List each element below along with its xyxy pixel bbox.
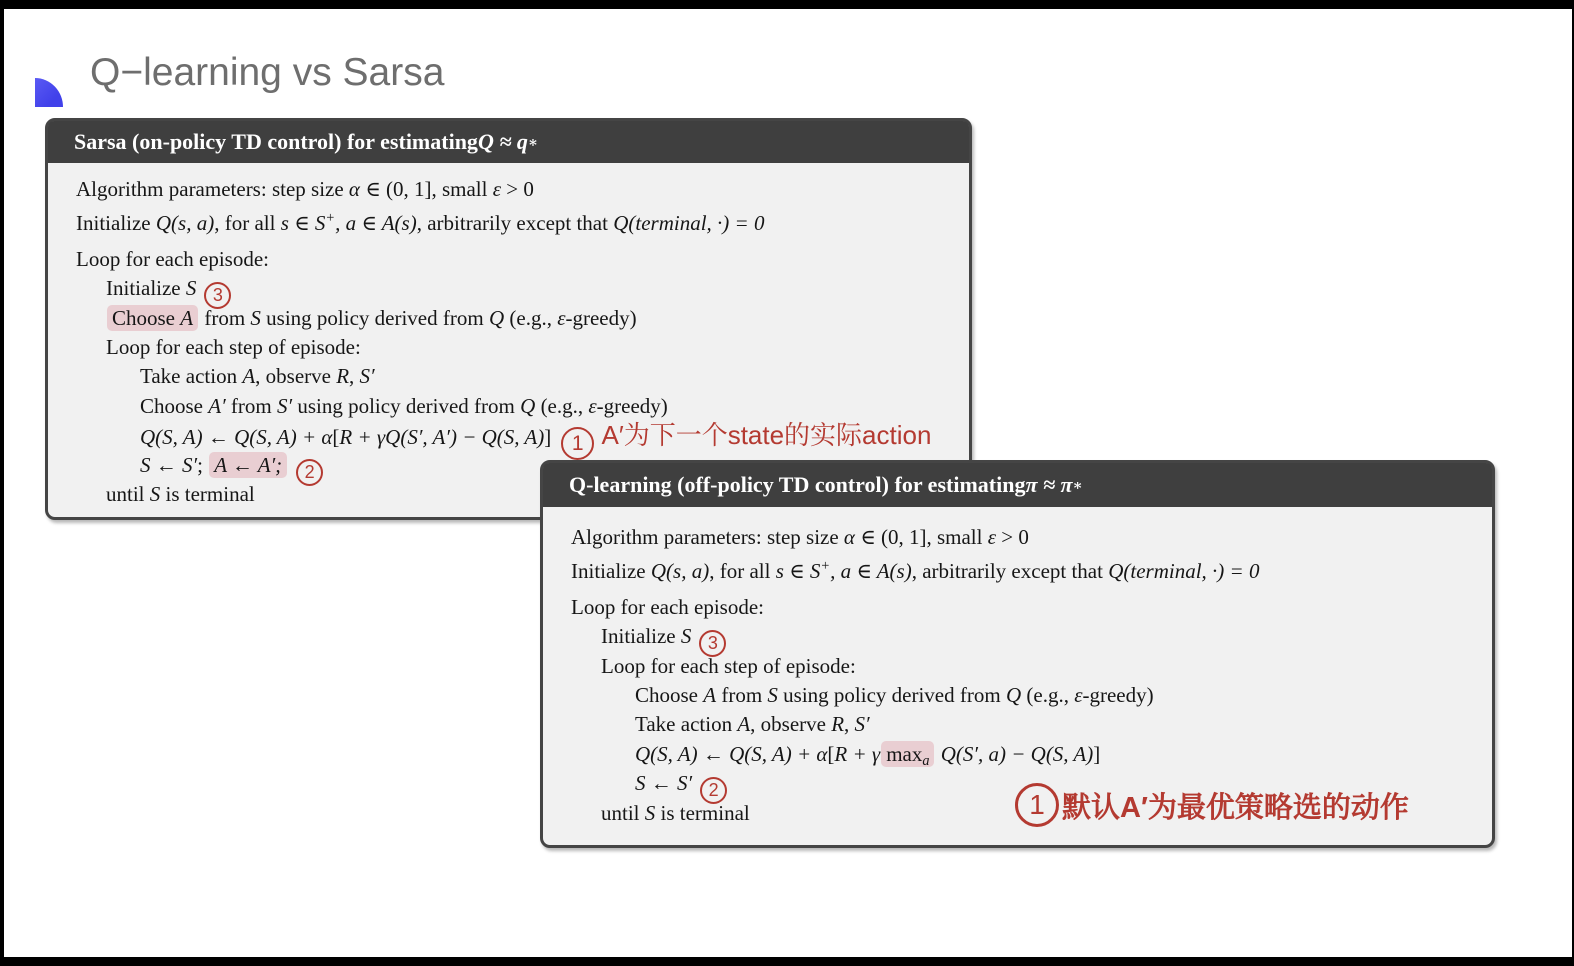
text-segment: A′为下一个state的实际action <box>594 420 932 451</box>
text-segment: ∗ <box>527 134 539 151</box>
text-segment: , observe <box>750 712 832 737</box>
text-segment: α <box>348 177 360 201</box>
blue-quarter-circle-decoration <box>35 78 63 107</box>
text-segment: ∈ (0, 1], small <box>854 525 988 549</box>
text-segment: Q(s, a) <box>155 211 215 236</box>
text-segment: , <box>844 712 855 737</box>
algorithm-line <box>543 740 1492 769</box>
text-segment: > 0 <box>996 525 1029 549</box>
text-segment: Q(s, a) <box>650 559 710 584</box>
algorithm-line <box>543 681 1492 710</box>
text-segment: -greedy) <box>1082 682 1154 707</box>
text-segment: Q(S, A) ← Q(S, A) + α <box>635 741 828 766</box>
text-segment: A <box>703 682 717 707</box>
text-segment: S ← S′ <box>140 452 198 477</box>
text-segment: Initialize <box>76 211 156 236</box>
qlearning-algorithm-box <box>540 460 1495 848</box>
text-segment: -greedy) <box>596 393 668 418</box>
text-segment: max <box>886 741 923 766</box>
text-segment: from <box>716 682 768 707</box>
text-segment: Take action <box>635 712 738 737</box>
text-segment: Q(S′, a) − Q(S, A) <box>935 741 1094 766</box>
text-segment: ε <box>492 177 502 201</box>
text-segment: α <box>843 525 855 549</box>
algorithm-line <box>48 333 969 362</box>
text-segment: A <box>242 364 256 389</box>
text-segment: ] <box>1093 741 1101 766</box>
qlearning-annotation-text: 默认A′为最优策略选的动作 <box>1062 791 1409 824</box>
text-segment: using policy derived from <box>260 305 489 330</box>
text-segment: , for all <box>709 559 776 584</box>
text-segment: S <box>149 481 161 506</box>
text-segment: π ≈ π <box>1025 472 1073 497</box>
text-segment: [ <box>332 425 340 450</box>
highlighted-text <box>881 741 934 767</box>
text-segment: Initialize <box>106 276 186 301</box>
algorithm-line <box>543 523 1492 552</box>
algorithm-line <box>543 652 1492 681</box>
text-segment: A <box>737 712 751 737</box>
text-segment: Q <box>520 393 536 418</box>
text-segment: ε <box>588 393 597 418</box>
text-segment: Q(terminal, ·) = 0 <box>1108 559 1260 584</box>
algorithm-line <box>48 274 969 306</box>
highlighted-text <box>107 305 198 331</box>
text-segment: > 0 <box>501 177 534 201</box>
qlearning-box-body <box>543 507 1492 828</box>
text-segment: Initialize <box>571 559 651 584</box>
algorithm-line <box>48 204 969 236</box>
text-segment: until <box>601 800 645 825</box>
text-segment: , arbitrarily except that <box>416 211 614 236</box>
page-title: Q−learning vs Sarsa <box>90 51 445 94</box>
sarsa-box-header <box>48 121 969 163</box>
text-segment: Q(terminal, ·) = 0 <box>613 211 765 236</box>
text-segment: ε <box>1074 682 1083 707</box>
text-segment: Algorithm parameters: step size <box>571 525 844 549</box>
text-segment: ∈ (0, 1], small <box>359 177 493 201</box>
text-segment: Algorithm parameters: step size <box>76 177 349 201</box>
text-segment: Q(S, A) ← Q(S, A) + α <box>140 425 333 450</box>
algorithm-line <box>48 175 969 204</box>
qlearning-annotation <box>1015 783 1409 827</box>
text-segment: a <box>922 752 930 769</box>
text-segment: until <box>106 481 150 506</box>
text-segment: + <box>820 558 831 575</box>
text-segment: A′ <box>208 393 226 418</box>
text-segment: S ← S′ <box>635 771 693 796</box>
text-segment: Sarsa (on-policy TD control) for estimating <box>74 129 478 154</box>
text-segment: s ∈ S <box>775 559 821 584</box>
circled-number: 2 <box>296 459 323 486</box>
circled-number: 2 <box>700 777 727 804</box>
text-segment: ε <box>987 525 997 549</box>
text-segment: Q <box>1005 682 1022 707</box>
algorithm-line <box>48 362 969 391</box>
text-segment: R <box>336 364 350 389</box>
text-segment: Q-learning (off-policy TD control) for estimating <box>569 472 1026 497</box>
algorithm-line <box>48 392 969 421</box>
text-segment: Take action <box>140 364 243 389</box>
text-segment: Loop for each episode: <box>76 246 270 271</box>
text-segment: -greedy) <box>565 305 637 330</box>
text-segment: , a ∈ A(s) <box>335 211 417 236</box>
text-segment: R <box>831 712 845 737</box>
text-segment: S <box>250 305 261 330</box>
text-segment: S′ <box>854 712 870 737</box>
text-segment: , for all <box>214 211 281 236</box>
text-segment: Loop for each step of episode: <box>106 334 361 359</box>
text-segment: Loop for each step of episode: <box>601 653 856 678</box>
text-segment: from <box>199 305 251 330</box>
text-segment: Choose <box>140 393 209 418</box>
circled-number: 1 <box>1015 783 1059 827</box>
text-segment: A <box>180 305 194 330</box>
text-segment: Q ≈ q <box>477 129 528 154</box>
text-segment: Q <box>488 305 505 330</box>
circled-number: 1 <box>561 427 594 460</box>
text-segment: S <box>644 800 656 825</box>
text-segment: s ∈ S <box>280 211 326 236</box>
text-segment: (e.g., <box>1021 682 1075 707</box>
text-segment: is terminal <box>160 481 255 506</box>
slide <box>4 9 1572 957</box>
text-segment: S <box>680 624 692 649</box>
text-segment: ∗ <box>1072 477 1083 494</box>
text-segment: (e.g., <box>504 305 558 330</box>
algorithm-line <box>48 245 969 274</box>
circled-number: 3 <box>204 282 231 309</box>
text-segment: , a ∈ A(s) <box>830 559 912 584</box>
text-segment: (e.g., <box>535 393 589 418</box>
text-segment: R + γ <box>834 741 881 766</box>
text-segment: is terminal <box>655 800 750 825</box>
algorithm-line <box>543 710 1492 739</box>
algorithm-line <box>543 622 1492 654</box>
text-segment: Choose <box>112 305 181 330</box>
text-segment: R + γQ(S′, A′) − Q(S, A) <box>339 425 545 450</box>
algorithm-line <box>543 552 1492 584</box>
algorithm-line <box>543 593 1492 622</box>
text-segment: , arbitrarily except that <box>911 559 1109 584</box>
text-segment: Initialize <box>601 624 681 649</box>
text-segment: ] <box>544 425 552 450</box>
circled-number: 3 <box>699 630 726 657</box>
qlearning-box-header <box>543 463 1492 507</box>
text-segment: S <box>767 682 778 707</box>
text-segment: using policy derived from <box>292 393 521 418</box>
text-segment: Choose <box>635 682 704 707</box>
text-segment: using policy derived from <box>777 682 1006 707</box>
text-segment: S′ <box>359 364 375 389</box>
text-segment: , <box>349 364 360 389</box>
algorithm-line <box>48 420 969 456</box>
text-segment: A ← A′; <box>214 452 283 477</box>
text-segment: S′ <box>277 393 293 418</box>
highlighted-text <box>209 452 287 478</box>
text-segment: Loop for each episode: <box>571 594 765 619</box>
text-segment: from <box>225 393 277 418</box>
sarsa-box-body <box>48 163 969 509</box>
text-segment: , observe <box>255 364 337 389</box>
text-segment: ; <box>197 452 209 477</box>
text-segment: [ <box>827 741 835 766</box>
algorithm-line <box>48 304 969 333</box>
text-segment: S <box>185 276 197 301</box>
text-segment: ε <box>557 305 566 330</box>
text-segment: + <box>325 210 336 227</box>
